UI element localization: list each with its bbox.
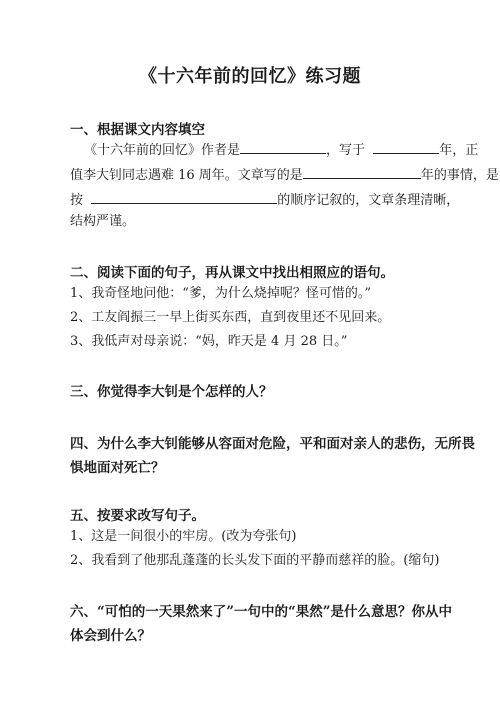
- page-title: 《十六年前的回忆》练习题: [139, 66, 361, 87]
- section-2-item: 1、我奇怪地问他：“爹，为什么烧掉呢？怪可惜的。”: [70, 286, 372, 301]
- section-2-item: 2、工友阎振三一早上街买东西，直到夜里还不见回来。: [70, 310, 391, 325]
- section-6-heading-line-2: 体会到什么？: [70, 628, 151, 644]
- section-3-heading: 三、你觉得李大钊是个怎样的人？: [70, 384, 273, 400]
- fill-text: ，写于: [326, 143, 366, 158]
- author-blank[interactable]: [240, 139, 326, 154]
- section-4-heading-line-1: 四、为什么李大钊能够从容面对危险，平和面对亲人的悲伤，无所畏: [70, 436, 475, 452]
- narrative-order-blank[interactable]: [91, 189, 277, 204]
- year-written-blank[interactable]: [373, 139, 439, 154]
- section-1-line-4: 结构严谨。: [70, 214, 136, 229]
- fill-text: 的顺序记叙的，文章条理清晰，: [277, 193, 460, 208]
- event-year-blank[interactable]: [303, 164, 421, 179]
- section-2-heading: 二、阅读下面的句子，再从课文中找出相照应的语句。: [70, 265, 394, 281]
- section-1-line-1: [84, 139, 478, 160]
- section-1-heading: 一、根据课文内容填空: [70, 122, 205, 138]
- section-1-line-3: [70, 189, 459, 210]
- section-5-heading: 五、按要求改写句子。: [70, 508, 205, 524]
- section-1-line-2: [70, 164, 499, 185]
- fill-text: 年，正: [439, 143, 479, 158]
- fill-text: 《十六年前的回忆》作者是: [84, 143, 241, 158]
- fill-text: 值李大钊同志遇难 16 周年。文章写的是: [70, 168, 303, 183]
- section-5-item: 1、这是一间很小的牢房。(改为夸张句): [70, 529, 297, 544]
- fill-text: 按: [70, 193, 84, 208]
- fill-text: 年的事情，是: [420, 168, 499, 183]
- section-6-heading-line-1: 六、“可怕的一天果然来了”一句中的“果然”是什么意思？你从中: [70, 604, 453, 620]
- section-4-heading-line-2: 惧地面对死亡？: [70, 460, 165, 476]
- section-2-item: 3、我低声对母亲说：“妈，昨天是 4 月 28 日。”: [70, 334, 348, 349]
- section-5-item: 2、我看到了他那乱蓬蓬的长头发下面的平静而慈祥的脸。(缩句): [70, 553, 440, 568]
